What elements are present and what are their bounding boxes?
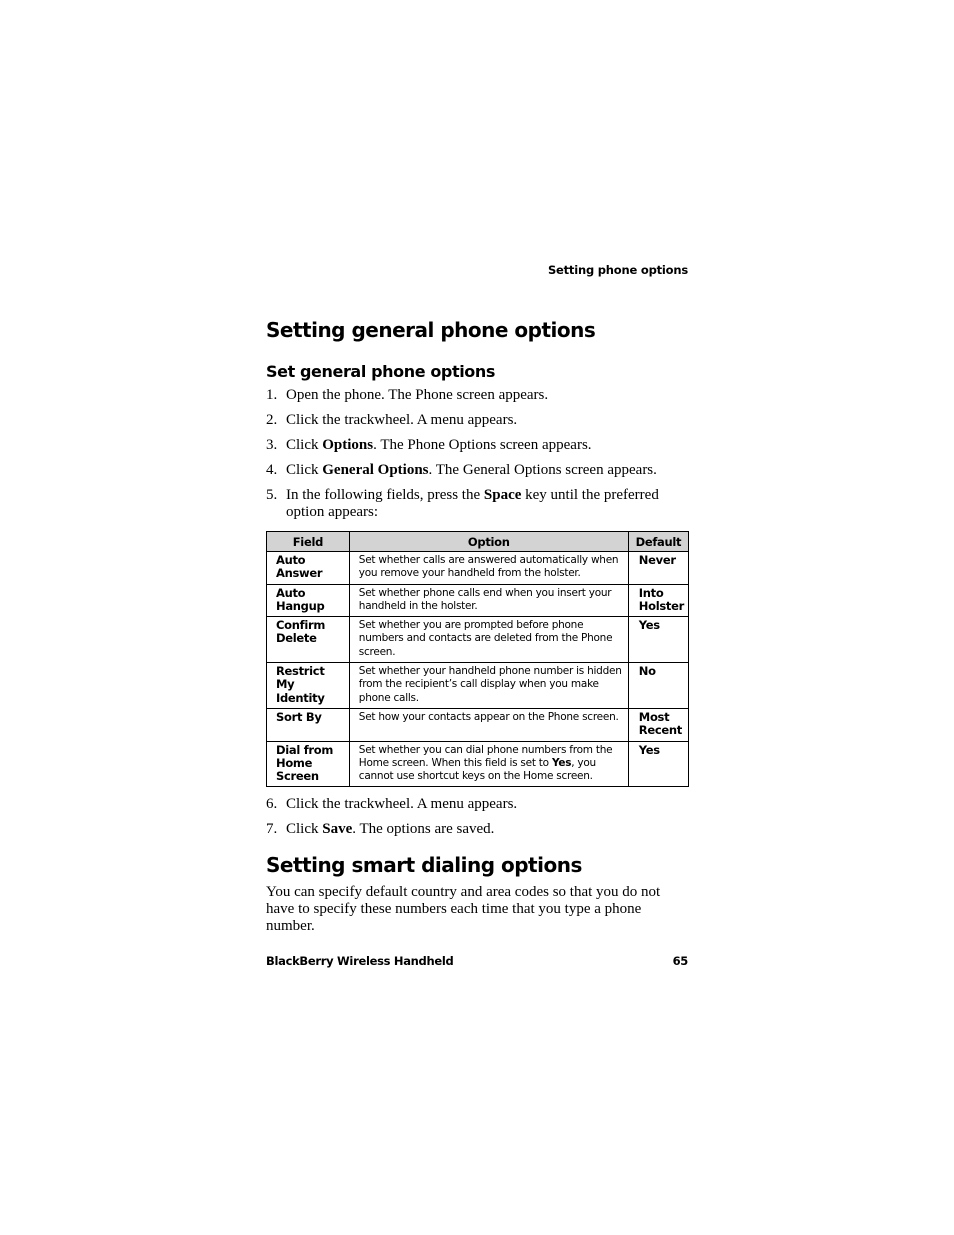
table-header-row	[267, 532, 689, 552]
page-content	[266, 316, 689, 935]
column-header-default: Default	[628, 532, 688, 552]
subsection-title: Set general phone options	[266, 362, 496, 381]
running-header: Setting phone options	[547, 263, 688, 277]
list-item: 3. Click Options. The Phone Options screen appears.	[266, 437, 592, 453]
field-cell: Sort By	[267, 708, 350, 741]
list-item: 2. Click the trackwheel. A menu appears.	[266, 412, 518, 428]
section-title-general: Setting general phone options	[266, 318, 596, 342]
list-item: 1. Open the phone. The Phone screen appears.	[266, 387, 549, 403]
default-cell: Into Holster	[628, 584, 688, 617]
option-cell: Set how your contacts appear on the Phone screen.	[349, 708, 628, 741]
table-row	[267, 741, 689, 787]
list-item: 5. In the following fields, press the Space key until the preferred option appears:	[266, 487, 659, 520]
field-cell: Confirm Delete	[267, 617, 350, 663]
field-cell: Auto Hangup	[267, 584, 350, 617]
table-row	[267, 708, 689, 741]
list-item: 6. Click the trackwheel. A menu appears.	[266, 796, 518, 813]
page-number: 65	[672, 954, 688, 968]
steps-list-before	[266, 387, 689, 521]
default-cell: Yes	[628, 617, 688, 663]
option-cell: Set whether calls are answered automatically when you remove your handheld from the holster.	[349, 552, 628, 585]
list-item: 4. Click General Options. The General Options screen appears.	[266, 462, 657, 478]
table-row	[267, 617, 689, 663]
page-footer	[266, 954, 689, 968]
option-cell: Set whether you can dial phone numbers from the Home screen. When this field is set to Yes, you cannot use shortcut keys on the Home screen.	[349, 741, 628, 787]
option-cell: Set whether you are prompted before phone numbers and contacts are deleted from the Phone screen.	[349, 617, 628, 663]
option-cell: Set whether phone calls end when you insert your handheld in the holster.	[349, 584, 628, 617]
table-row	[267, 552, 689, 585]
default-cell: No	[628, 663, 688, 709]
default-cell: Never	[628, 552, 688, 585]
column-header-field: Field	[267, 532, 350, 552]
list-item: 7. Click Save. The options are saved.	[266, 821, 495, 838]
field-cell: Dial from Home Screen	[267, 741, 350, 787]
default-cell: Yes	[628, 741, 688, 787]
default-cell: Most Recent	[628, 708, 688, 741]
column-header-option: Option	[349, 532, 628, 552]
options-table	[266, 531, 689, 787]
steps-list-after	[266, 796, 689, 838]
field-cell: Auto Answer	[267, 552, 350, 585]
section-title-smart-dialing: Setting smart dialing options	[266, 853, 582, 878]
field-cell: Restrict My Identity	[267, 663, 350, 709]
body-paragraph: You can specify default country and area codes so that you do not have to specify these numbers each time that you type a phone number.	[266, 884, 661, 935]
table-row	[267, 584, 689, 617]
option-cell: Set whether your handheld phone number is hidden from the recipient’s call display when you make phone calls.	[349, 663, 628, 709]
table-row	[267, 663, 689, 709]
footer-product-name: BlackBerry Wireless Handheld	[266, 954, 454, 968]
